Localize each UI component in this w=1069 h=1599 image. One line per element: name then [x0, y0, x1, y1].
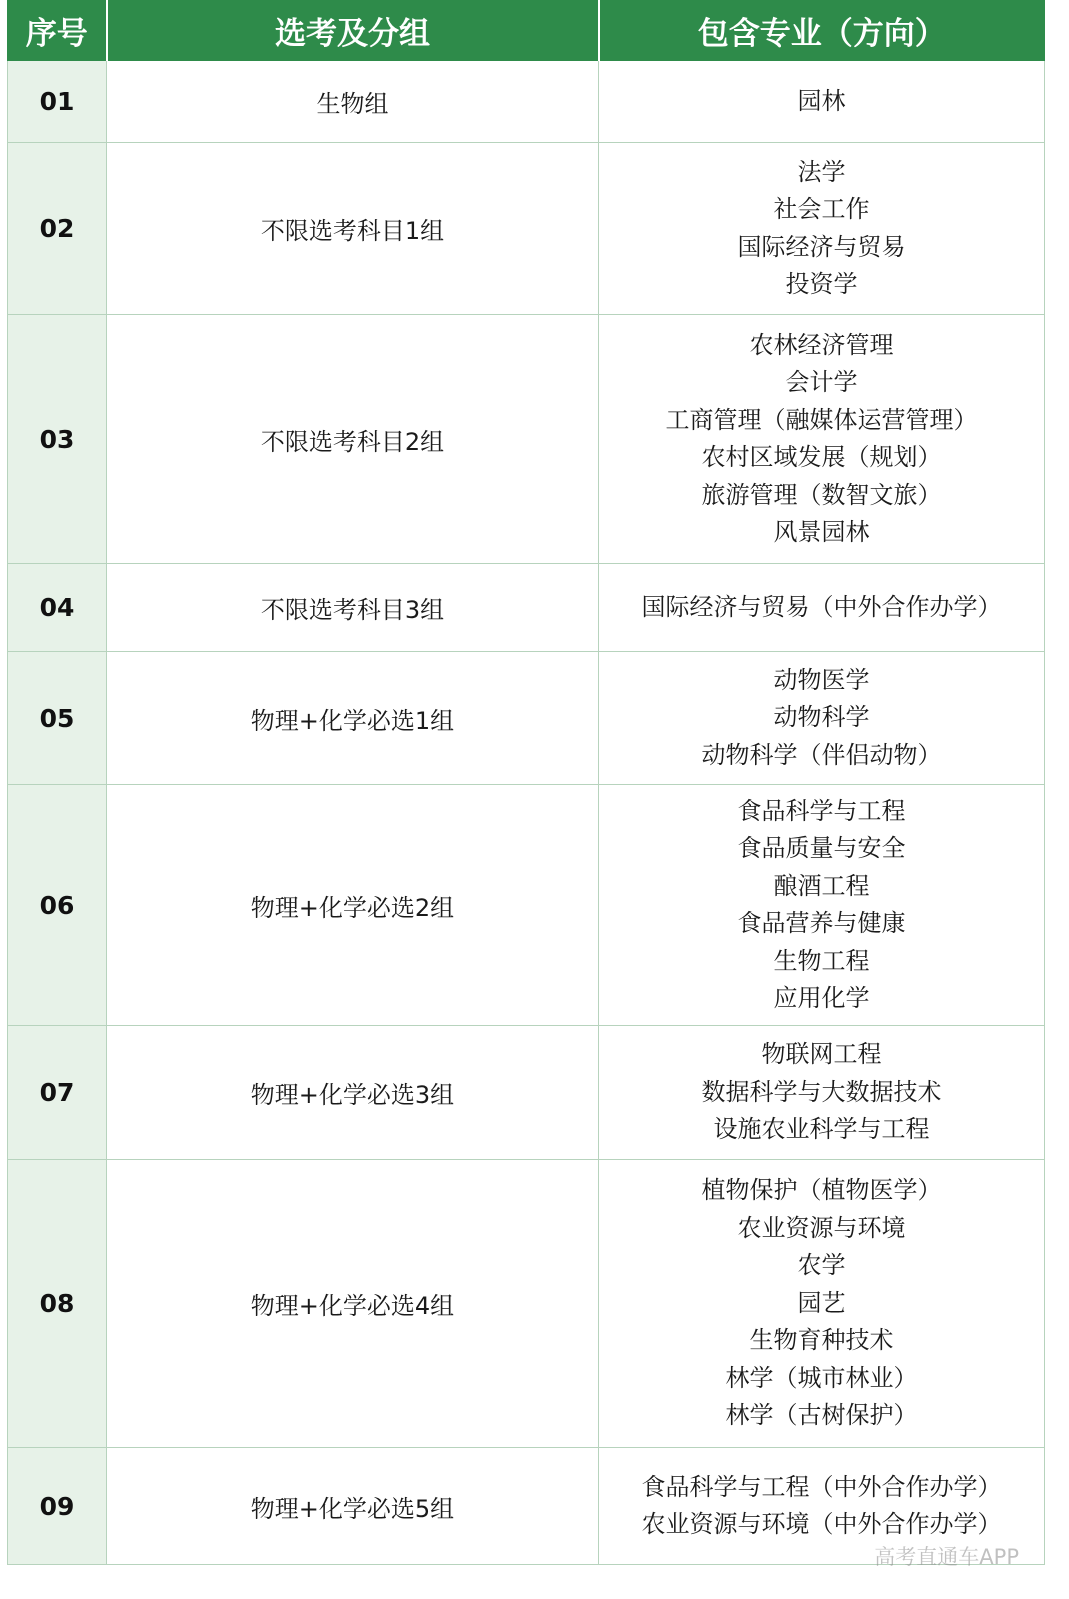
- major-group-table: [7, 0, 1045, 1565]
- major-item: 食品科学与工程（中外合作办学）: [641, 1472, 1002, 1501]
- table-body: [8, 61, 1045, 1565]
- header-group: 选考及分组: [107, 1, 599, 61]
- row-majors: [599, 315, 1045, 564]
- table-row: [8, 652, 1045, 785]
- row-seq: 01: [8, 61, 107, 143]
- table-row: [8, 785, 1045, 1026]
- row-majors: [599, 1160, 1045, 1448]
- major-item: 社会工作: [773, 195, 870, 223]
- row-majors: [599, 1026, 1045, 1160]
- major-item: 农村区域发展（规划）: [701, 443, 942, 471]
- row-group: 物理+化学必选2组: [107, 785, 599, 1026]
- row-majors: [599, 564, 1045, 652]
- row-seq: 09: [8, 1448, 107, 1565]
- major-item: 数据科学与大数据技术: [701, 1077, 942, 1106]
- major-item: 物联网工程: [761, 1040, 882, 1069]
- major-item: 风景园林: [773, 518, 870, 546]
- major-item: 植物保护（植物医学）: [701, 1176, 942, 1205]
- row-group: 物理+化学必选4组: [107, 1160, 599, 1448]
- table-row: [8, 564, 1045, 652]
- row-seq: 04: [8, 564, 107, 652]
- header-seq: 序号: [8, 1, 107, 61]
- row-majors: [599, 652, 1045, 785]
- table-row: [8, 61, 1045, 143]
- major-item: 旅游管理（数智文旅）: [701, 480, 942, 509]
- table-row: [8, 1026, 1045, 1160]
- row-majors: [599, 785, 1045, 1026]
- row-seq: 02: [8, 143, 107, 315]
- major-item: 农业资源与环境: [737, 1213, 906, 1242]
- row-majors: [599, 1448, 1045, 1565]
- row-majors: [599, 61, 1045, 143]
- table-header-row: [8, 1, 1045, 61]
- major-item: 国际经济与贸易（中外合作办学）: [641, 592, 1002, 621]
- row-seq: 05: [8, 652, 107, 785]
- major-item: 国际经济与贸易: [737, 232, 906, 261]
- row-group: 不限选考科目1组: [107, 143, 599, 315]
- row-group: 不限选考科目2组: [107, 315, 599, 564]
- row-seq: 08: [8, 1160, 107, 1448]
- row-majors: [599, 143, 1045, 315]
- row-seq: 06: [8, 785, 107, 1026]
- table-row: [8, 1160, 1045, 1448]
- row-seq: 03: [8, 315, 107, 564]
- row-group: 物理+化学必选1组: [107, 652, 599, 785]
- major-item: 农学: [797, 1251, 846, 1280]
- table-row: [8, 315, 1045, 564]
- table-row: [8, 143, 1045, 315]
- major-item: 动物科学: [773, 703, 870, 732]
- major-item: 农业资源与环境（中外合作办学）: [641, 1510, 1002, 1538]
- major-item: 生物工程: [773, 946, 870, 975]
- table-row: [8, 1448, 1045, 1565]
- major-item: 农林经济管理: [749, 330, 894, 359]
- major-item: 动物科学（伴侣动物）: [701, 740, 942, 769]
- major-item: 法学: [797, 157, 846, 186]
- major-item: 酿酒工程: [773, 871, 870, 900]
- row-group: 生物组: [107, 61, 599, 143]
- major-item: 投资学: [785, 270, 858, 298]
- major-item: 林学（古树保护）: [725, 1401, 918, 1430]
- row-group: 不限选考科目3组: [107, 564, 599, 652]
- major-item: 食品科学与工程: [737, 796, 906, 825]
- watermark: 高考直通车APP: [874, 1545, 1019, 1569]
- major-item: 工商管理（融媒体运营管理）: [665, 405, 978, 434]
- row-seq: 07: [8, 1026, 107, 1160]
- row-group: 物理+化学必选3组: [107, 1026, 599, 1160]
- major-item: 设施农业科学与工程: [713, 1115, 930, 1144]
- major-group-table-container: [7, 0, 1044, 1565]
- major-item: 食品质量与安全: [737, 834, 906, 862]
- major-item: 生物育种技术: [749, 1326, 894, 1355]
- header-majors: 包含专业（方向）: [599, 1, 1045, 61]
- major-item: 动物医学: [773, 665, 870, 694]
- row-group: 物理+化学必选5组: [107, 1448, 599, 1565]
- major-item: 林学（城市林业）: [725, 1363, 918, 1392]
- major-item: 园艺: [797, 1288, 846, 1317]
- major-item: 应用化学: [773, 984, 870, 1012]
- major-item: 会计学: [785, 368, 858, 396]
- major-item: 园林: [797, 86, 846, 115]
- major-item: 食品营养与健康: [737, 909, 906, 937]
